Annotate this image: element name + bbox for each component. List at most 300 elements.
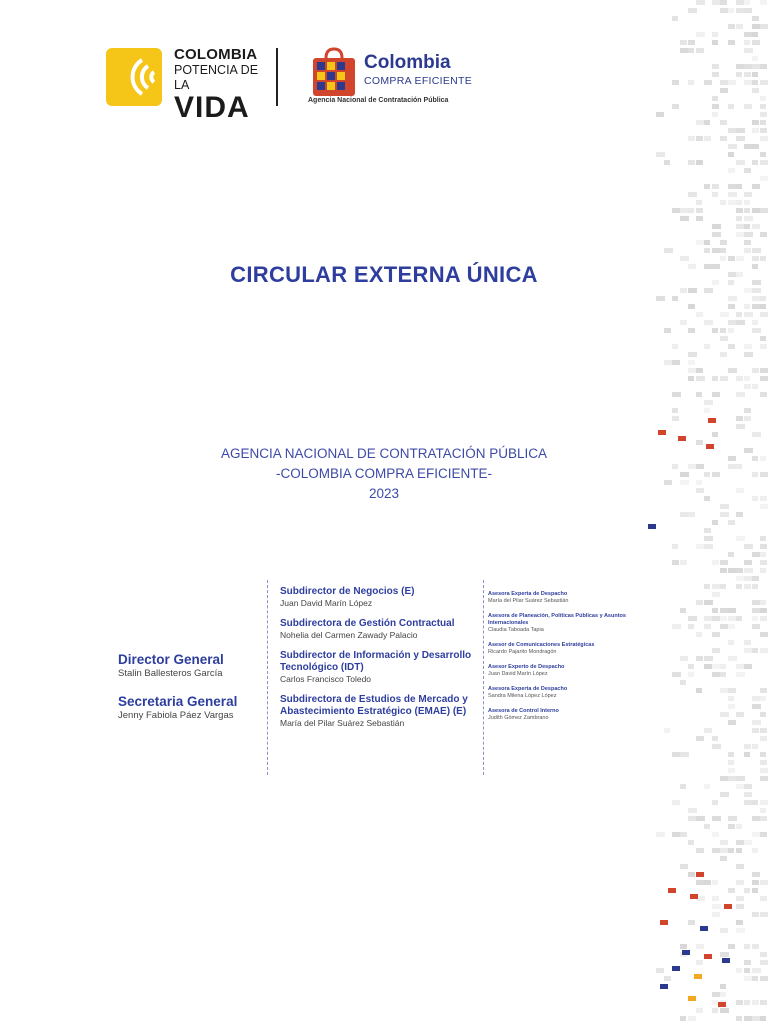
- mosaic-tile: [704, 544, 713, 549]
- mosaic-tile: [744, 32, 753, 37]
- mosaic-tile: [728, 696, 734, 701]
- mosaic-tile: [720, 584, 726, 589]
- mosaic-tile: [736, 712, 744, 717]
- mosaic-tile: [752, 16, 759, 21]
- leadership-role: Secretaria General: [118, 694, 238, 709]
- mosaic-tile: [688, 616, 697, 621]
- mosaic-tile: [744, 384, 751, 389]
- mosaic-accent-tile: [704, 954, 712, 959]
- mosaic-tile: [696, 48, 704, 53]
- mosaic-tile: [712, 848, 720, 853]
- mosaic-tile: [728, 168, 735, 173]
- mosaic-tile: [720, 352, 727, 357]
- mosaic-tile: [760, 504, 768, 509]
- mosaic-tile: [704, 728, 712, 733]
- mosaic-tile: [704, 528, 711, 533]
- mosaic-tile: [760, 80, 768, 85]
- mosaic-tile: [744, 976, 753, 981]
- mosaic-tile: [728, 272, 737, 277]
- mosaic-tile: [720, 776, 729, 781]
- mosaic-tile: [752, 88, 759, 93]
- mosaic-tile: [752, 576, 759, 581]
- mosaic-tile: [752, 976, 758, 981]
- mosaic-tile: [680, 680, 686, 685]
- mosaic-tile: [704, 600, 713, 605]
- mosaic-tile: [680, 480, 689, 485]
- mosaic-accent-tile: [648, 524, 656, 529]
- mosaic-tile: [680, 752, 689, 757]
- mosaic-tile: [696, 160, 703, 165]
- mosaic-tile: [696, 120, 704, 125]
- leadership-role: Director General: [118, 652, 224, 667]
- mosaic-tile: [736, 1000, 743, 1005]
- mosaic-tile: [728, 328, 734, 333]
- mosaic-tile: [760, 336, 766, 341]
- mosaic-tile: [736, 920, 743, 925]
- mosaic-tile: [728, 552, 734, 557]
- mosaic-tile: [728, 464, 736, 469]
- column-divider: [267, 580, 268, 775]
- subdirector-name: Carlos Francisco Toledo: [280, 674, 372, 684]
- mosaic-tile: [744, 104, 752, 109]
- mosaic-tile: [752, 704, 761, 709]
- mosaic-tile: [752, 968, 761, 973]
- mosaic-tile: [736, 0, 744, 5]
- mosaic-tile: [752, 800, 758, 805]
- mosaic-tile: [760, 736, 767, 741]
- mosaic-tile: [752, 600, 760, 605]
- mosaic-tile: [752, 696, 761, 701]
- mosaic-tile: [736, 584, 742, 589]
- mosaic-tile: [696, 440, 703, 445]
- mosaic-tile: [656, 832, 665, 837]
- mosaic-tile: [712, 224, 721, 229]
- mosaic-tile: [760, 64, 767, 69]
- advisor-role: Asesora de Planeación, Políticas Públicas y Asuntos Internacionales: [488, 613, 626, 626]
- mosaic-tile: [752, 288, 761, 293]
- mosaic-tile: [712, 1000, 718, 1005]
- advisor-role: Asesora de Control Interno: [488, 708, 559, 714]
- mosaic-tile: [688, 160, 695, 165]
- mosaic-tile: [760, 896, 767, 901]
- mosaic-tile: [680, 1016, 686, 1021]
- mosaic-tile: [736, 160, 745, 165]
- mosaic-tile: [672, 104, 679, 109]
- mosaic-tile: [736, 848, 742, 853]
- mosaic-tile: [672, 16, 678, 21]
- mosaic-tile: [728, 24, 735, 29]
- mosaic-tile: [712, 264, 720, 269]
- mosaic-tile: [672, 752, 681, 757]
- mosaic-tile: [744, 664, 752, 669]
- mosaic-tile: [744, 40, 750, 45]
- mosaic-tile: [736, 864, 744, 869]
- mosaic-tile: [752, 56, 758, 61]
- mosaic-tile: [744, 648, 752, 653]
- mosaic-tile: [744, 576, 752, 581]
- mosaic-tile: [712, 32, 718, 37]
- subdirectors-column: [280, 586, 480, 738]
- mosaic-tile: [696, 200, 702, 205]
- mosaic-accent-tile: [668, 888, 676, 893]
- logo-right-line2: COMPRA EFICIENTE: [364, 75, 473, 87]
- mosaic-tile: [712, 608, 718, 613]
- mosaic-tile: [688, 288, 697, 293]
- mosaic-tile: [664, 160, 670, 165]
- mosaic-tile: [744, 8, 752, 13]
- mosaic-tile: [720, 712, 729, 717]
- mosaic-tile: [744, 168, 751, 173]
- mosaic-tile: [736, 824, 742, 829]
- mosaic-tile: [688, 352, 697, 357]
- mosaic-accent-tile: [660, 984, 668, 989]
- mosaic-tile: [696, 632, 702, 637]
- mosaic-tile: [744, 48, 753, 53]
- mosaic-tile: [664, 976, 671, 981]
- mosaic-tile: [736, 616, 742, 621]
- subdirector-name: Juan David Marín López: [280, 598, 373, 608]
- mosaic-tile: [696, 136, 703, 141]
- mosaic-tile: [744, 968, 750, 973]
- mosaic-tile: [688, 192, 697, 197]
- mosaic-tile: [680, 864, 688, 869]
- mosaic-tile: [728, 768, 735, 773]
- mosaic-tile: [704, 536, 713, 541]
- mosaic-tile: [760, 472, 768, 477]
- mosaic-tile: [728, 688, 736, 693]
- mosaic-tile: [760, 688, 767, 693]
- mosaic-tile: [744, 216, 753, 221]
- mosaic-tile: [704, 880, 711, 885]
- logo-right-line3: Agencia Nacional de Contratación Pública: [308, 97, 449, 104]
- mosaic-tile: [720, 984, 726, 989]
- mosaic-accent-tile: [688, 996, 696, 1001]
- mosaic-tile: [672, 360, 680, 365]
- mosaic-tile: [656, 112, 664, 117]
- mosaic-tile: [704, 136, 711, 141]
- mosaic-tile: [696, 880, 704, 885]
- mosaic-tile: [680, 472, 689, 477]
- mosaic-tile: [696, 368, 703, 373]
- mosaic-tile: [752, 384, 758, 389]
- mosaic-tile: [720, 840, 728, 845]
- mosaic-tile: [728, 776, 736, 781]
- mosaic-tile: [744, 416, 751, 421]
- mosaic-tile: [760, 544, 767, 549]
- mosaic-tile: [680, 48, 689, 53]
- mosaic-tile: [672, 408, 678, 413]
- mosaic-tile: [752, 872, 760, 877]
- mosaic-tile: [728, 368, 737, 373]
- mosaic-tile: [720, 992, 726, 997]
- mosaic-tile: [736, 232, 745, 237]
- mosaic-tile: [760, 24, 768, 29]
- mosaic-tile: [696, 544, 704, 549]
- mosaic-tile: [752, 120, 759, 125]
- mosaic-tile: [744, 752, 750, 757]
- mosaic-tile: [752, 40, 760, 45]
- colombia-compra-eficiente-logo: [308, 46, 478, 108]
- mosaic-tile: [720, 616, 727, 621]
- mosaic-tile: [720, 512, 729, 517]
- mosaic-tile: [720, 792, 729, 797]
- mosaic-accent-tile: [708, 418, 716, 423]
- mosaic-tile: [728, 616, 737, 621]
- mosaic-tile: [712, 664, 721, 669]
- mosaic-tile: [688, 664, 694, 669]
- mosaic-tile: [752, 720, 761, 725]
- mosaic-tile: [704, 584, 710, 589]
- mosaic-tile: [712, 560, 719, 565]
- mosaic-tile: [760, 256, 766, 261]
- mosaic-tile: [712, 904, 721, 909]
- mosaic-tile: [760, 496, 767, 501]
- mosaic-tile: [680, 656, 688, 661]
- mosaic-tile: [744, 192, 752, 197]
- mosaic-tile: [688, 304, 695, 309]
- mosaic-tile: [696, 392, 702, 397]
- subdirector-role: Subdirectora de Gestión Contractual: [280, 618, 455, 629]
- mosaic-tile: [712, 672, 721, 677]
- mosaic-tile: [712, 744, 721, 749]
- mosaic-tile: [704, 496, 710, 501]
- mosaic-tile: [760, 456, 766, 461]
- mosaic-tile: [688, 376, 694, 381]
- mosaic-tile: [736, 1016, 742, 1021]
- mosaic-tile: [728, 344, 735, 349]
- subdirector-role: Subdirector de Negocios (E): [280, 586, 415, 597]
- mosaic-tile: [744, 560, 752, 565]
- mosaic-tile: [728, 104, 734, 109]
- mosaic-tile: [728, 280, 734, 285]
- mosaic-tile: [720, 664, 726, 669]
- mosaic-tile: [712, 896, 719, 901]
- mosaic-tile: [736, 208, 743, 213]
- mosaic-tile: [728, 624, 735, 629]
- mosaic-tile: [736, 224, 745, 229]
- mosaic-tile: [720, 1008, 729, 1013]
- mosaic-tile: [744, 408, 751, 413]
- advisor-role: Asesora Experta de Despacho: [488, 686, 568, 692]
- mosaic-tile: [680, 832, 687, 837]
- mosaic-tile: [752, 224, 760, 229]
- mosaic-tile: [752, 616, 758, 621]
- mosaic-tile: [736, 464, 742, 469]
- mosaic-accent-tile: [660, 920, 668, 925]
- mosaic-tile: [680, 784, 686, 789]
- mosaic-tile: [728, 40, 735, 45]
- mosaic-tile: [736, 8, 745, 13]
- mosaic-tile: [744, 640, 751, 645]
- mosaic-tile: [688, 40, 695, 45]
- mosaic-tile: [736, 928, 745, 933]
- mosaic-tile: [696, 0, 705, 5]
- subdirector-name: Nohelia del Carmen Zawady Palacio: [280, 630, 418, 640]
- mosaic-tile: [728, 848, 734, 853]
- mosaic-tile: [736, 72, 742, 77]
- mosaic-tile: [760, 136, 768, 141]
- mosaic-tile: [728, 704, 735, 709]
- mosaic-tile: [728, 640, 734, 645]
- mosaic-tile: [744, 568, 753, 573]
- shopping-bag-icon: [308, 46, 360, 98]
- mosaic-accent-tile: [678, 436, 686, 441]
- mosaic-tile: [752, 848, 758, 853]
- mosaic-tile: [728, 456, 736, 461]
- mosaic-tile: [744, 72, 751, 77]
- mosaic-tile: [736, 904, 744, 909]
- mosaic-tile: [760, 648, 768, 653]
- mosaic-tile: [744, 288, 752, 293]
- mosaic-tile: [736, 576, 744, 581]
- mosaic-tile: [728, 320, 737, 325]
- mosaic-tile: [760, 816, 767, 821]
- mosaic-tile: [704, 344, 710, 349]
- mosaic-tile: [672, 416, 679, 421]
- mosaic-tile: [688, 512, 695, 517]
- mosaic-tile: [760, 1000, 767, 1005]
- subdirector-role: Subdirectora de Estudios de Mercado y Abastecimiento Estratégico (EMAE) (E): [280, 694, 468, 717]
- mosaic-tile: [680, 40, 687, 45]
- mosaic-tile: [760, 976, 768, 981]
- mosaic-tile: [728, 816, 737, 821]
- mosaic-tile: [680, 320, 687, 325]
- mosaic-tile: [672, 392, 681, 397]
- mosaic-tile: [736, 392, 745, 397]
- mosaic-tile: [720, 120, 727, 125]
- logo-left-line2: POTENCIA DE LA: [174, 63, 259, 92]
- mosaic-tile: [696, 480, 702, 485]
- mosaic-tile: [744, 888, 750, 893]
- mosaic-tile: [688, 264, 696, 269]
- mosaic-accent-tile: [682, 950, 690, 955]
- mosaic-tile: [752, 64, 761, 69]
- mosaic-tile: [664, 328, 671, 333]
- mosaic-tile: [712, 816, 721, 821]
- mosaic-tile: [760, 368, 768, 373]
- mosaic-tile: [672, 544, 678, 549]
- logo-right-line1: Colombia: [364, 52, 451, 73]
- mosaic-accent-tile: [694, 974, 702, 979]
- mosaic-tile: [760, 112, 767, 117]
- mosaic-tile: [704, 248, 710, 253]
- mosaic-tile: [688, 360, 695, 365]
- mosaic-tile: [752, 888, 758, 893]
- mosaic-tile: [696, 240, 705, 245]
- mosaic-tile: [712, 112, 718, 117]
- mosaic-tile: [680, 288, 687, 293]
- mosaic-tile: [696, 488, 704, 493]
- mosaic-tile: [680, 256, 689, 261]
- mosaic-tile: [728, 888, 735, 893]
- mosaic-tile: [672, 344, 678, 349]
- mosaic-tile: [760, 776, 768, 781]
- mosaic-tile: [744, 1000, 750, 1005]
- mosaic-tile: [712, 632, 720, 637]
- mosaic-tile: [688, 368, 696, 373]
- mosaic-tile: [688, 672, 694, 677]
- mosaic-tile: [720, 240, 727, 245]
- mosaic-tile: [672, 80, 679, 85]
- advisors-column: [488, 591, 638, 730]
- mosaic-tile: [760, 0, 767, 5]
- mosaic-accent-tile: [658, 430, 666, 435]
- mosaic-tile: [688, 624, 694, 629]
- mosaic-accent-tile: [706, 444, 714, 449]
- mosaic-tile: [752, 184, 760, 189]
- mosaic-tile: [680, 608, 686, 613]
- mosaic-tile: [744, 352, 753, 357]
- mosaic-tile: [752, 72, 758, 77]
- mosaic-tile: [736, 256, 744, 261]
- mosaic-tile: [712, 328, 718, 333]
- mosaic-tile: [720, 624, 729, 629]
- mosaic-tile: [696, 312, 703, 317]
- mosaic-tile: [688, 872, 695, 877]
- mosaic-tile: [728, 192, 737, 197]
- mosaic-tile: [760, 800, 768, 805]
- mosaic-tile: [744, 248, 751, 253]
- mosaic-tile: [728, 8, 734, 13]
- mosaic-tile: [712, 472, 720, 477]
- mosaic-tile: [760, 880, 768, 885]
- mosaic-tile: [704, 240, 710, 245]
- mosaic-accent-tile: [672, 966, 680, 971]
- mosaic-tile: [728, 520, 735, 525]
- mosaic-tile: [688, 208, 694, 213]
- mosaic-tile: [752, 944, 759, 949]
- mosaic-tile: [696, 816, 705, 821]
- mosaic-tile: [760, 552, 766, 557]
- mosaic-tile: [752, 304, 761, 309]
- mosaic-tile: [752, 128, 759, 133]
- mosaic-tile: [672, 832, 680, 837]
- staff-directory: [118, 580, 638, 780]
- mosaic-tile: [752, 584, 758, 589]
- advisor-name: Claudia Taboada Tapia: [488, 627, 544, 633]
- mosaic-tile: [760, 232, 767, 237]
- mosaic-tile: [760, 960, 768, 965]
- mosaic-tile: [712, 248, 720, 253]
- mosaic-accent-tile: [722, 958, 730, 963]
- mosaic-tile: [664, 480, 672, 485]
- mosaic-tile: [728, 152, 734, 157]
- logo-left-line1: COLOMBIA: [174, 46, 258, 63]
- mosaic-tile: [752, 496, 758, 501]
- logo-divider: [276, 48, 278, 106]
- mosaic-tile: [760, 128, 767, 133]
- mosaic-tile: [664, 728, 670, 733]
- mosaic-tile: [736, 136, 745, 141]
- mosaic-tile: [712, 192, 718, 197]
- mosaic-tile: [760, 568, 766, 573]
- mosaic-tile: [688, 48, 694, 53]
- mosaic-tile: [744, 960, 751, 965]
- mosaic-tile: [688, 464, 696, 469]
- mosaic-tile: [760, 160, 768, 165]
- mosaic-tile: [728, 752, 734, 757]
- mosaic-tile: [712, 616, 720, 621]
- mosaic-tile: [752, 456, 758, 461]
- mosaic-tile: [720, 856, 727, 861]
- mosaic-tile: [752, 248, 761, 253]
- mosaic-tile: [720, 256, 726, 261]
- mosaic-tile: [720, 672, 726, 677]
- mosaic-tile: [736, 416, 743, 421]
- mosaic-tile: [656, 968, 664, 973]
- mosaic-tile: [664, 248, 673, 253]
- mosaic-tile: [736, 128, 745, 133]
